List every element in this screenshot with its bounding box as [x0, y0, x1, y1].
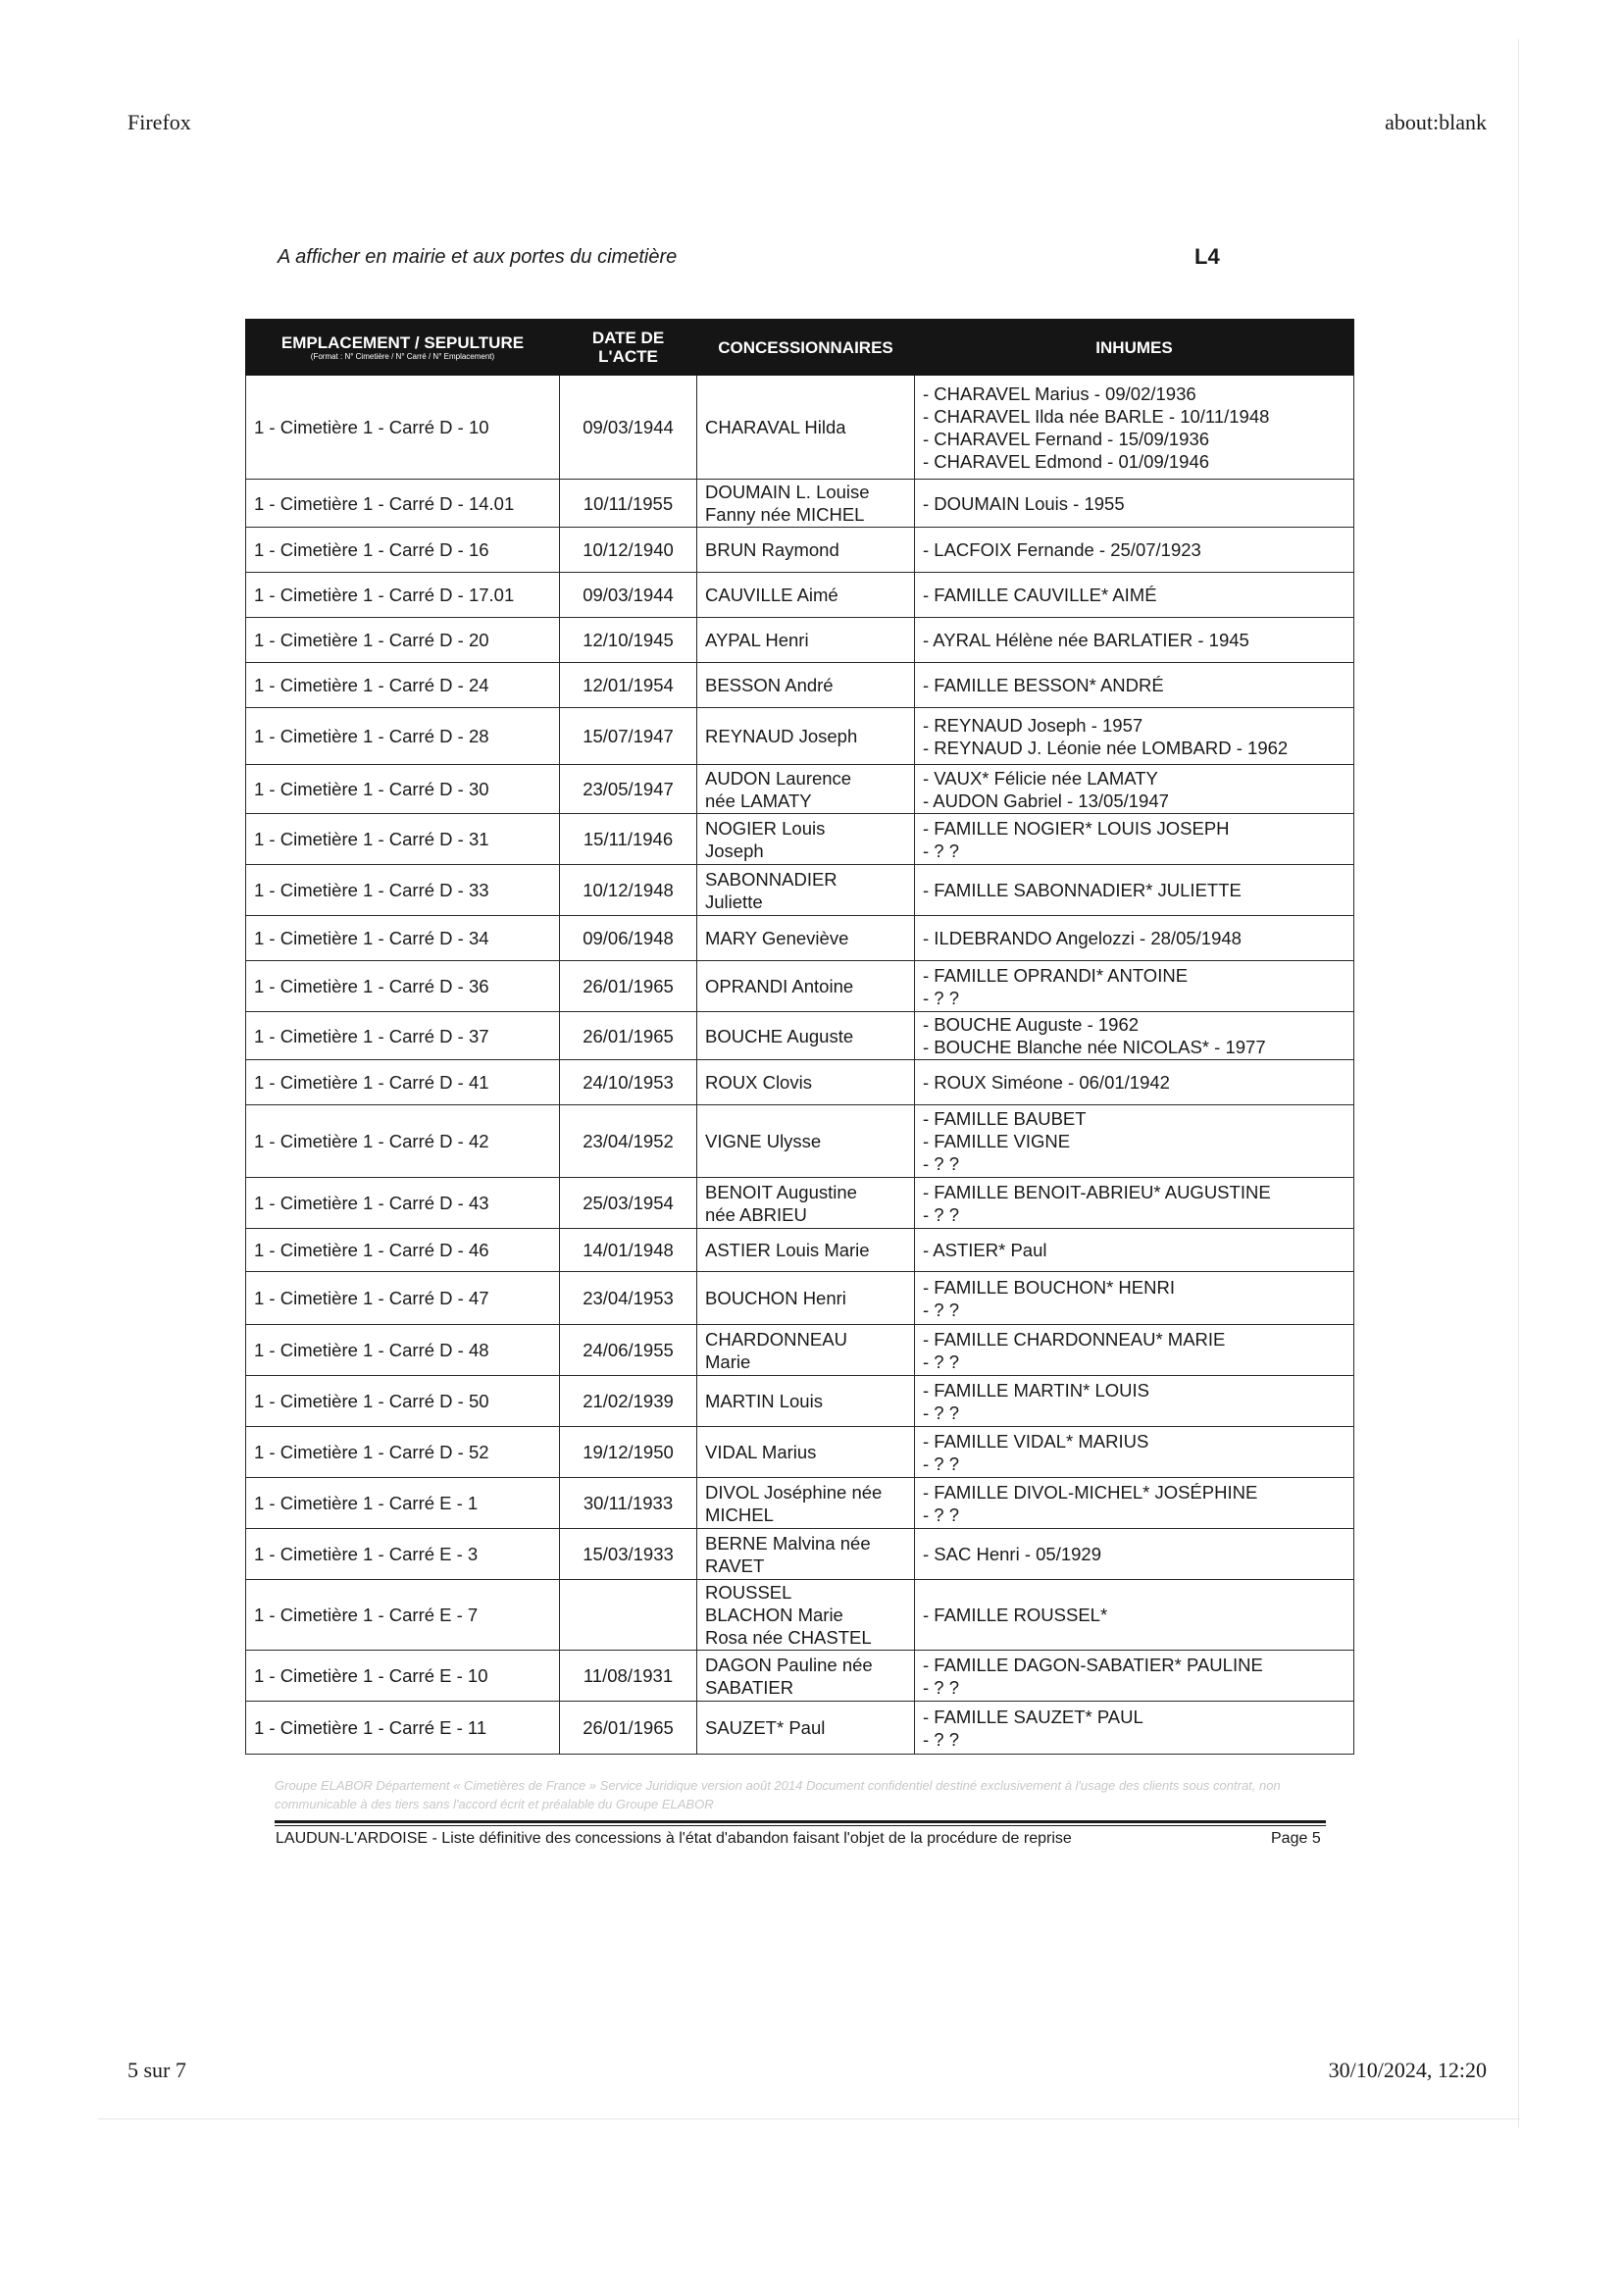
- concessionnaire-line: MARTIN Louis: [705, 1391, 823, 1411]
- cell-date: 24/10/1953: [560, 1060, 697, 1105]
- concessionnaire-line: AYPAL Henri: [705, 630, 809, 650]
- concessionnaire-line: née ABRIEU: [705, 1203, 807, 1225]
- cell-emplacement: 1 - Cimetière 1 - Carré D - 52: [246, 1427, 560, 1478]
- inhume-line: - AUDON Gabriel - 13/05/1947: [923, 790, 1169, 811]
- cell-date: 23/04/1952: [560, 1105, 697, 1178]
- concessionnaire-line: DOUMAIN L. Louise: [705, 482, 870, 502]
- cell-concessionnaires: [697, 961, 915, 1012]
- cell-date: 10/11/1955: [560, 480, 697, 528]
- inhume-line: - ? ?: [923, 1676, 960, 1698]
- cell-concessionnaires: [697, 1178, 915, 1229]
- cell-date: 26/01/1965: [560, 1012, 697, 1060]
- cell-inhumes: [915, 376, 1354, 480]
- cell-concessionnaires: [697, 1012, 915, 1060]
- cell-emplacement: 1 - Cimetière 1 - Carré D - 30: [246, 765, 560, 814]
- concessionnaire-line: BENOIT Augustine: [705, 1181, 857, 1202]
- inhume-line: - FAMILLE BESSON* ANDRÉ: [923, 675, 1164, 695]
- concessionnaire-line: CHARDONNEAU: [705, 1328, 847, 1350]
- concessionnaire-line: BOUCHE Auguste: [705, 1025, 854, 1046]
- table-body: [246, 376, 1354, 1755]
- cell-concessionnaires: [697, 1376, 915, 1427]
- table-row: [246, 376, 1354, 480]
- inhume-line: - ? ?: [923, 987, 960, 1008]
- header-emplacement: EMPLACEMENT / SEPULTURE (Format : N° Cimetière / N° Carré / N° Emplacement): [246, 320, 560, 376]
- cell-date: 24/06/1955: [560, 1325, 697, 1376]
- cell-concessionnaires: [697, 480, 915, 528]
- cell-concessionnaires: [697, 708, 915, 765]
- header-concessionnaires: CONCESSIONNAIRES: [697, 320, 915, 376]
- cell-date: 12/01/1954: [560, 663, 697, 708]
- cell-date: 15/07/1947: [560, 708, 697, 765]
- cell-concessionnaires: [697, 1580, 915, 1651]
- inhume-line: - ? ?: [923, 1402, 960, 1423]
- cell-emplacement: 1 - Cimetière 1 - Carré E - 10: [246, 1651, 560, 1702]
- cell-emplacement: 1 - Cimetière 1 - Carré E - 11: [246, 1702, 560, 1755]
- cell-emplacement: 1 - Cimetière 1 - Carré D - 28: [246, 708, 560, 765]
- cell-date: 09/03/1944: [560, 376, 697, 480]
- concessionnaire-line: MARY Geneviève: [705, 928, 849, 948]
- inhume-line: - ? ?: [923, 1728, 960, 1750]
- concessionnaire-line: ASTIER Louis Marie: [705, 1240, 870, 1260]
- inhume-line: - VAUX* Félicie née LAMATY: [923, 767, 1158, 789]
- page-indicator: 5 sur 7: [127, 2058, 186, 2082]
- inhume-line: - FAMILLE SAUZET* PAUL: [923, 1706, 1143, 1727]
- inhume-line: - FAMILLE ROUSSEL*: [923, 1605, 1108, 1625]
- inhume-line: - FAMILLE BOUCHON* HENRI: [923, 1276, 1175, 1298]
- cell-concessionnaires: [697, 1272, 915, 1325]
- inhume-line: - ? ?: [923, 840, 960, 861]
- concessionnaire-line: CHARAVAL Hilda: [705, 417, 846, 437]
- table-row: [246, 1060, 1354, 1105]
- concessionnaire-line: BLACHON Marie: [705, 1605, 843, 1625]
- footer-title: LAUDUN-L'ARDOISE - Liste définitive des concessions à l'état d'abandon faisant l'objet de la procédure de reprise: [276, 1830, 1072, 1847]
- inhume-line: - ? ?: [923, 1299, 960, 1320]
- table-row: [246, 1012, 1354, 1060]
- cell-concessionnaires: [697, 1229, 915, 1272]
- inhume-line: - FAMILLE SABONNADIER* JULIETTE: [923, 880, 1242, 900]
- cell-inhumes: [915, 1229, 1354, 1272]
- concessionnaire-line: VIDAL Marius: [705, 1442, 817, 1462]
- inhume-line: - ILDEBRANDO Angelozzi - 28/05/1948: [923, 928, 1242, 948]
- cell-emplacement: 1 - Cimetière 1 - Carré D - 16: [246, 528, 560, 573]
- cell-concessionnaires: [697, 618, 915, 663]
- footer-rule-thin: [275, 1825, 1326, 1826]
- table-row: [246, 1478, 1354, 1529]
- table-header-row: [246, 320, 1354, 376]
- cell-date: 23/05/1947: [560, 765, 697, 814]
- cell-emplacement: 1 - Cimetière 1 - Carré D - 36: [246, 961, 560, 1012]
- cell-inhumes: [915, 1272, 1354, 1325]
- concessionnaire-line: née LAMATY: [705, 790, 812, 811]
- inhume-line: - FAMILLE NOGIER* LOUIS JOSEPH: [923, 817, 1230, 839]
- table-row: [246, 1178, 1354, 1229]
- inhume-line: - REYNAUD J. Léonie née LOMBARD - 1962: [923, 737, 1289, 758]
- cell-inhumes: [915, 663, 1354, 708]
- cell-emplacement: 1 - Cimetière 1 - Carré D - 47: [246, 1272, 560, 1325]
- table-row: [246, 1702, 1354, 1755]
- concessionnaire-line: BESSON André: [705, 675, 834, 695]
- cell-concessionnaires: [697, 1427, 915, 1478]
- cell-emplacement: 1 - Cimetière 1 - Carré D - 20: [246, 618, 560, 663]
- cell-concessionnaires: [697, 916, 915, 961]
- cell-emplacement: 1 - Cimetière 1 - Carré D - 24: [246, 663, 560, 708]
- concessionnaire-line: Marie: [705, 1351, 751, 1372]
- inhume-line: - FAMILLE OPRANDI* ANTOINE: [923, 964, 1189, 986]
- inhume-line: - FAMILLE DIVOL-MICHEL* JOSÉPHINE: [923, 1481, 1258, 1503]
- document-subtitle: A afficher en mairie et aux portes du cimetière: [278, 246, 678, 268]
- cell-date: 26/01/1965: [560, 1702, 697, 1755]
- concessionnaire-line: BOUCHON Henri: [705, 1288, 846, 1308]
- cell-concessionnaires: [697, 1702, 915, 1755]
- inhume-line: - ? ?: [923, 1153, 960, 1174]
- cell-concessionnaires: [697, 528, 915, 573]
- cell-emplacement: 1 - Cimetière 1 - Carré D - 41: [246, 1060, 560, 1105]
- footer-disclaimer: Groupe ELABOR Département « Cimetières de France » Service Juridique version août 2014 Document confidentiel destiné exclusivement à l'usage des clients sous contrat, non communicable à des tiers sans l'accord écrit et préalable du Groupe ELABOR: [275, 1778, 1281, 1811]
- inhume-line: - FAMILLE DAGON-SABATIER* PAULINE: [923, 1654, 1263, 1675]
- print-datetime: 30/10/2024, 12:20: [1328, 2058, 1487, 2082]
- concessionnaire-line: RAVET: [705, 1555, 765, 1576]
- inhume-line: - FAMILLE VIGNE: [923, 1131, 1071, 1151]
- cell-emplacement: 1 - Cimetière 1 - Carré D - 33: [246, 865, 560, 916]
- cell-date: 12/10/1945: [560, 618, 697, 663]
- concessionnaire-line: ROUSSEL: [705, 1582, 792, 1603]
- inhume-line: - DOUMAIN Louis - 1955: [923, 492, 1125, 514]
- table-row: [246, 961, 1354, 1012]
- cell-inhumes: [915, 480, 1354, 528]
- table-row: [246, 1651, 1354, 1702]
- table-row: [246, 1105, 1354, 1178]
- table-row: [246, 1272, 1354, 1325]
- inhume-line: - CHARAVEL Edmond - 01/09/1946: [923, 450, 1210, 472]
- concessionnaire-line: Joseph: [705, 840, 764, 861]
- header-inhumes: INHUMES: [915, 320, 1354, 376]
- document-code: L4: [1194, 244, 1220, 269]
- inhume-line: - SAC Henri - 05/1929: [923, 1544, 1102, 1564]
- cell-inhumes: [915, 1702, 1354, 1755]
- inhume-line: - REYNAUD Joseph - 1957: [923, 714, 1143, 736]
- cell-emplacement: 1 - Cimetière 1 - Carré D - 34: [246, 916, 560, 961]
- cell-inhumes: [915, 1178, 1354, 1229]
- concessionnaire-line: DAGON Pauline née: [705, 1654, 873, 1675]
- concessionnaire-line: BRUN Raymond: [705, 539, 839, 560]
- cell-date: [560, 1580, 697, 1651]
- table-row: [246, 814, 1354, 865]
- cell-inhumes: [915, 1529, 1354, 1580]
- cell-inhumes: [915, 916, 1354, 961]
- cell-date: 09/06/1948: [560, 916, 697, 961]
- browser-app-name: Firefox: [127, 110, 191, 134]
- cell-emplacement: 1 - Cimetière 1 - Carré D - 37: [246, 1012, 560, 1060]
- cell-concessionnaires: [697, 865, 915, 916]
- inhume-line: - ? ?: [923, 1351, 960, 1372]
- cell-emplacement: 1 - Cimetière 1 - Carré D - 43: [246, 1178, 560, 1229]
- cell-inhumes: [915, 618, 1354, 663]
- table-row: [246, 528, 1354, 573]
- cell-emplacement: 1 - Cimetière 1 - Carré E - 1: [246, 1478, 560, 1529]
- concessionnaire-line: SABONNADIER: [705, 868, 837, 890]
- inhume-line: - FAMILLE VIDAL* MARIUS: [923, 1430, 1149, 1452]
- cell-concessionnaires: [697, 1325, 915, 1376]
- concessionnaire-line: AUDON Laurence: [705, 767, 852, 789]
- concessionnaire-line: SAUZET* Paul: [705, 1717, 826, 1738]
- cell-inhumes: [915, 814, 1354, 865]
- cell-concessionnaires: [697, 1060, 915, 1105]
- footer-page-number: Page 5: [1271, 1830, 1321, 1847]
- inhume-line: - FAMILLE CAUVILLE* AIMÉ: [923, 585, 1157, 605]
- concessionnaire-line: Rosa née CHASTEL: [705, 1627, 872, 1648]
- cell-inhumes: [915, 1478, 1354, 1529]
- table-row: [246, 916, 1354, 961]
- cell-emplacement: 1 - Cimetière 1 - Carré D - 46: [246, 1229, 560, 1272]
- cell-concessionnaires: [697, 765, 915, 814]
- table-row: [246, 1325, 1354, 1376]
- cell-inhumes: [915, 1012, 1354, 1060]
- table-row: [246, 663, 1354, 708]
- concessionnaire-line: CAUVILLE Aimé: [705, 585, 838, 605]
- cell-concessionnaires: [697, 1105, 915, 1178]
- concessionnaire-line: NOGIER Louis: [705, 817, 826, 839]
- cell-inhumes: [915, 1580, 1354, 1651]
- table-row: [246, 1376, 1354, 1427]
- cell-emplacement: 1 - Cimetière 1 - Carré D - 17.01: [246, 573, 560, 618]
- concessionnaire-line: Fanny née MICHEL: [705, 504, 865, 525]
- cell-concessionnaires: [697, 1651, 915, 1702]
- cell-date: 30/11/1933: [560, 1478, 697, 1529]
- inhume-line: - AYRAL Hélène née BARLATIER - 1945: [923, 630, 1249, 650]
- concessionnaire-line: VIGNE Ulysse: [705, 1131, 822, 1151]
- cell-concessionnaires: [697, 1529, 915, 1580]
- cell-inhumes: [915, 1427, 1354, 1478]
- inhume-line: - FAMILLE BAUBET: [923, 1108, 1087, 1129]
- inhume-line: - ? ?: [923, 1504, 960, 1525]
- cell-inhumes: [915, 961, 1354, 1012]
- inhume-line: - ROUX Siméone - 06/01/1942: [923, 1072, 1170, 1093]
- inhume-line: - ? ?: [923, 1203, 960, 1225]
- inhume-line: - ASTIER* Paul: [923, 1240, 1047, 1260]
- header-date: DATE DE L'ACTE: [560, 320, 697, 376]
- cell-date: 09/03/1944: [560, 573, 697, 618]
- cell-inhumes: [915, 1376, 1354, 1427]
- inhume-line: - LACFOIX Fernande - 25/07/1923: [923, 539, 1201, 560]
- table-row: [246, 1580, 1354, 1651]
- cell-concessionnaires: [697, 814, 915, 865]
- footer-rule: [275, 1820, 1326, 1823]
- cell-emplacement: 1 - Cimetière 1 - Carré D - 42: [246, 1105, 560, 1178]
- cell-inhumes: [915, 1651, 1354, 1702]
- table-row: [246, 765, 1354, 814]
- inhume-line: - CHARAVEL Ilda née BARLE - 10/11/1948: [923, 405, 1270, 427]
- table-row: [246, 480, 1354, 528]
- cell-date: 23/04/1953: [560, 1272, 697, 1325]
- cell-inhumes: [915, 865, 1354, 916]
- concessionnaire-line: OPRANDI Antoine: [705, 976, 854, 996]
- cell-emplacement: 1 - Cimetière 1 - Carré D - 48: [246, 1325, 560, 1376]
- concessionnaire-line: BERNE Malvina née: [705, 1532, 871, 1554]
- inhume-line: - FAMILLE BENOIT-ABRIEU* AUGUSTINE: [923, 1181, 1271, 1202]
- browser-url: about:blank: [1385, 110, 1487, 134]
- table-row: [246, 1229, 1354, 1272]
- page-edge: [1518, 39, 1519, 2128]
- cell-emplacement: 1 - Cimetière 1 - Carré E - 7: [246, 1580, 560, 1651]
- table-row: [246, 865, 1354, 916]
- page-edge-bottom: [98, 2118, 1520, 2119]
- inhume-line: - FAMILLE CHARDONNEAU* MARIE: [923, 1328, 1226, 1350]
- inhume-line: - CHARAVEL Marius - 09/02/1936: [923, 382, 1196, 404]
- cell-date: 15/03/1933: [560, 1529, 697, 1580]
- cell-date: 14/01/1948: [560, 1229, 697, 1272]
- cell-inhumes: [915, 708, 1354, 765]
- cell-inhumes: [915, 573, 1354, 618]
- cell-date: 25/03/1954: [560, 1178, 697, 1229]
- cell-emplacement: 1 - Cimetière 1 - Carré D - 10: [246, 376, 560, 480]
- inhume-line: - BOUCHE Blanche née NICOLAS* - 1977: [923, 1037, 1266, 1057]
- inhume-line: - FAMILLE MARTIN* LOUIS: [923, 1379, 1149, 1401]
- inhume-line: - BOUCHE Auguste - 1962: [923, 1014, 1140, 1035]
- cell-concessionnaires: [697, 1478, 915, 1529]
- cell-emplacement: 1 - Cimetière 1 - Carré D - 14.01: [246, 480, 560, 528]
- cell-date: 21/02/1939: [560, 1376, 697, 1427]
- table-row: [246, 573, 1354, 618]
- cell-date: 15/11/1946: [560, 814, 697, 865]
- cell-emplacement: 1 - Cimetière 1 - Carré D - 50: [246, 1376, 560, 1427]
- inhume-line: - ? ?: [923, 1453, 960, 1474]
- concessionnaire-line: Juliette: [705, 891, 763, 912]
- cell-date: 10/12/1940: [560, 528, 697, 573]
- table-row: [246, 1529, 1354, 1580]
- cell-emplacement: 1 - Cimetière 1 - Carré D - 31: [246, 814, 560, 865]
- cell-inhumes: [915, 1060, 1354, 1105]
- cell-inhumes: [915, 765, 1354, 814]
- inhume-line: - CHARAVEL Fernand - 15/09/1936: [923, 428, 1210, 449]
- concessionnaire-line: DIVOL Joséphine née: [705, 1481, 883, 1503]
- cell-concessionnaires: [697, 376, 915, 480]
- cell-inhumes: [915, 1325, 1354, 1376]
- cell-date: 19/12/1950: [560, 1427, 697, 1478]
- cell-concessionnaires: [697, 573, 915, 618]
- concessionnaire-line: REYNAUD Joseph: [705, 726, 858, 746]
- cell-inhumes: [915, 1105, 1354, 1178]
- cell-emplacement: 1 - Cimetière 1 - Carré E - 3: [246, 1529, 560, 1580]
- cell-date: 11/08/1931: [560, 1651, 697, 1702]
- concessions-table: [245, 319, 1354, 1755]
- concessionnaire-line: ROUX Clovis: [705, 1072, 812, 1093]
- cell-date: 26/01/1965: [560, 961, 697, 1012]
- cell-inhumes: [915, 528, 1354, 573]
- cell-concessionnaires: [697, 663, 915, 708]
- table-row: [246, 1427, 1354, 1478]
- concessionnaire-line: MICHEL: [705, 1504, 774, 1525]
- concessionnaire-line: SABATIER: [705, 1676, 794, 1698]
- table-row: [246, 708, 1354, 765]
- table-row: [246, 618, 1354, 663]
- cell-date: 10/12/1948: [560, 865, 697, 916]
